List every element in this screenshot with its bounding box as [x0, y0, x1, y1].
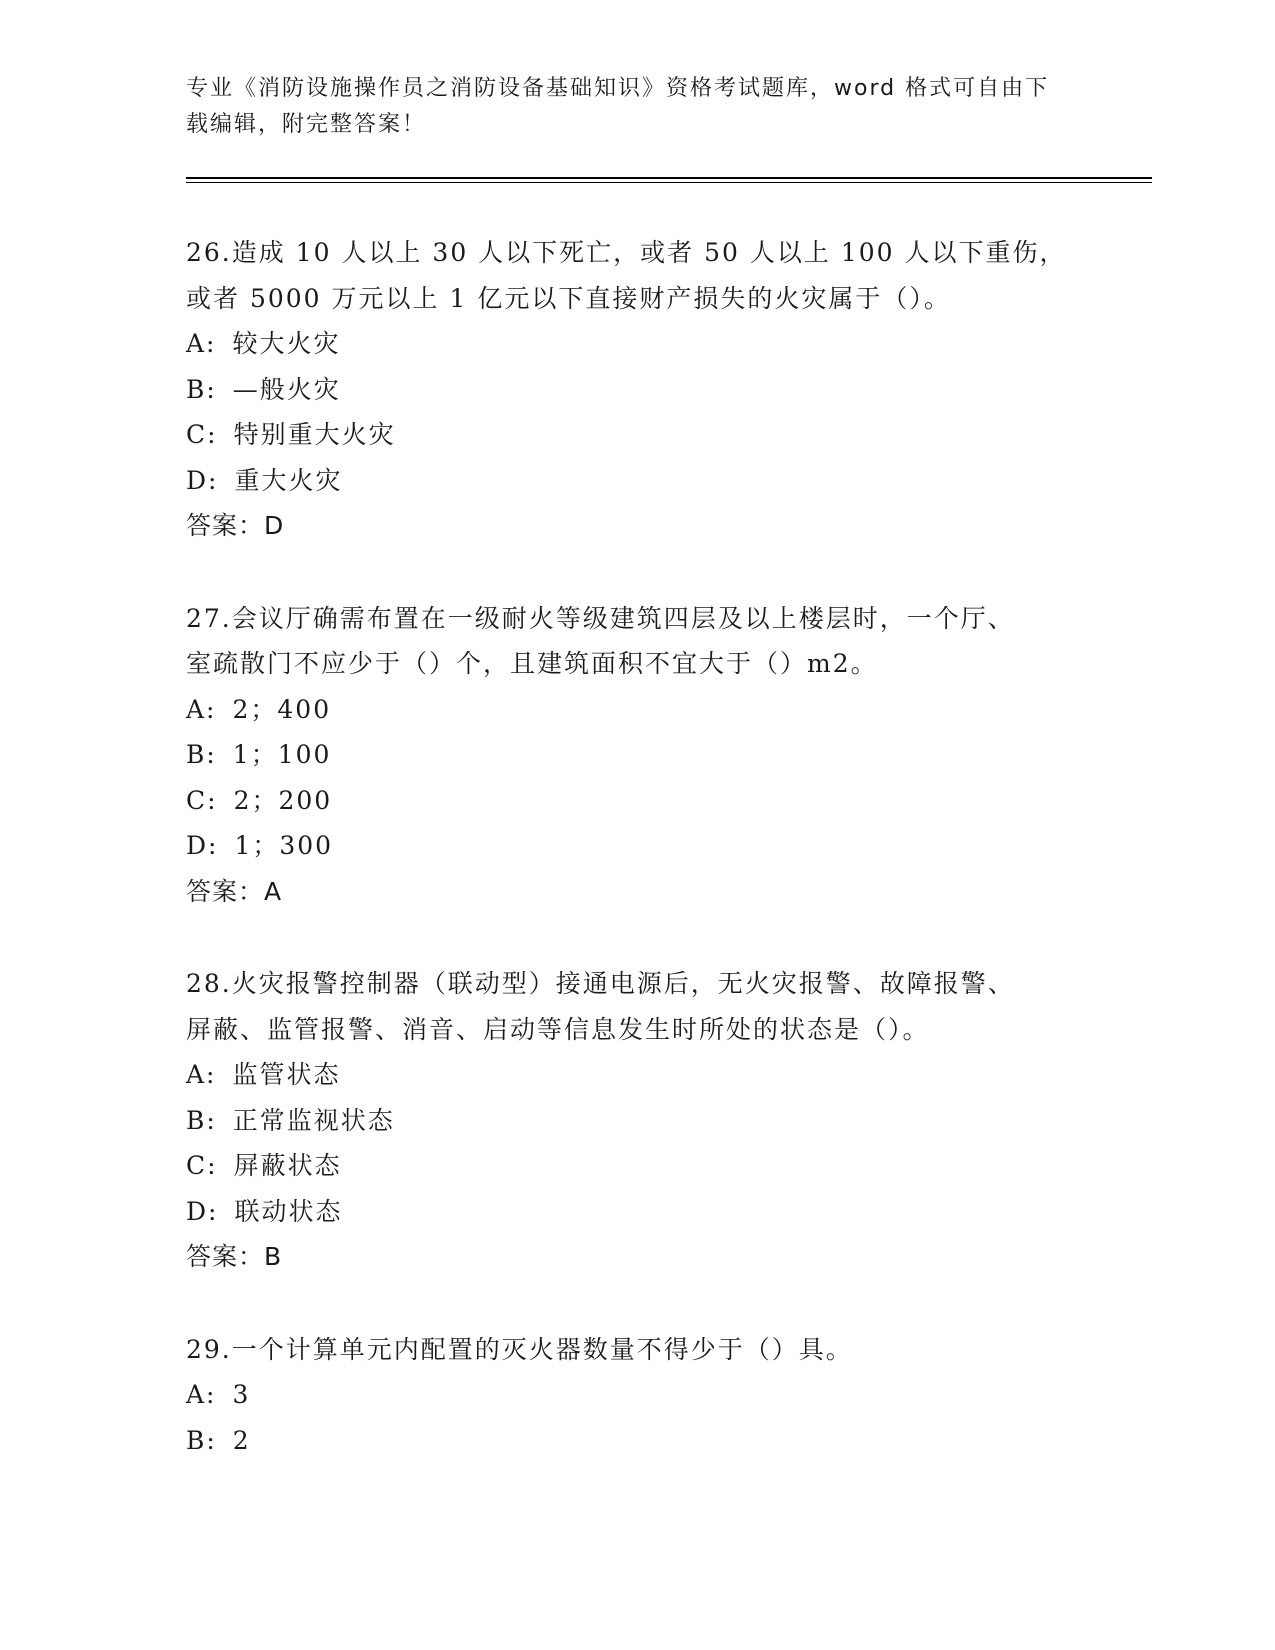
question-27: [186, 596, 1086, 915]
option-text: 1；100: [232, 740, 332, 769]
option-d: [186, 458, 1086, 504]
option-a: [186, 321, 1086, 367]
question-stem: 28.火灾报警控制器（联动型）接通电源后，无火灾报警、故障报警、: [186, 969, 1015, 998]
answer-label: 答案：A: [186, 876, 283, 906]
question-stem: 27.会议厅确需布置在一级耐火等级建筑四层及以上楼层时，一个厅、: [186, 603, 1015, 633]
option-c: [186, 412, 1086, 458]
option-a: [186, 1372, 1086, 1418]
option-text: 较大火灾: [232, 329, 341, 358]
option-text: 正常监视状态: [232, 1105, 395, 1135]
question-stem: 屏蔽、监管报警、消音、启动等信息发生时所处的状态是（）。: [186, 1014, 930, 1044]
question-26: [186, 230, 1086, 549]
option-letter: D:: [186, 1196, 219, 1226]
option-text: 特别重大火灾: [233, 420, 396, 449]
question-stem: 室疏散门不应少于（）个，且建筑面积不宜大于（）m2。: [186, 649, 878, 678]
option-text: 2；200: [233, 785, 333, 815]
option-b: [186, 367, 1086, 413]
document-header: [186, 71, 1066, 143]
option-text: 重大火灾: [234, 465, 343, 495]
option-c: [186, 1143, 1086, 1189]
option-letter: C:: [186, 1151, 218, 1180]
option-text: 联动状态: [234, 1196, 343, 1226]
question-stem: 26.造成 10 人以上 30 人以下死亡，或者 50 人以上 100 人以下重伤，: [186, 238, 1067, 267]
option-text: 1；300: [234, 831, 334, 860]
option-d: [186, 823, 1086, 869]
option-letter: A:: [186, 1060, 217, 1089]
header-line-2: 载编辑，附完整答案！: [186, 112, 427, 137]
option-text: 3: [232, 1380, 251, 1409]
option-a: [186, 687, 1086, 733]
option-letter: A:: [186, 694, 217, 724]
option-letter: B:: [186, 740, 217, 769]
option-c: [186, 778, 1086, 824]
option-letter: D:: [186, 465, 219, 495]
option-text: 2；400: [232, 694, 332, 724]
option-letter: C:: [186, 420, 218, 449]
option-letter: B:: [186, 1425, 217, 1455]
option-a: [186, 1052, 1086, 1098]
question-stem: 29.一个计算单元内配置的灭火器数量不得少于（）具。: [186, 1334, 853, 1364]
answer-label: 答案：D: [186, 511, 285, 540]
answer-label: 答案：B: [186, 1242, 283, 1271]
option-b: [186, 1098, 1086, 1144]
question-28: [186, 961, 1086, 1280]
option-text: 屏蔽状态: [233, 1151, 342, 1180]
question-29: [186, 1327, 1086, 1464]
option-b: [186, 1418, 1086, 1464]
option-letter: A:: [186, 1380, 217, 1409]
question-stem: 或者 5000 万元以上 1 亿元以下直接财产损失的火灾属于（）。: [186, 283, 951, 313]
question-list: [186, 230, 1086, 1463]
option-letter: A:: [186, 329, 217, 358]
option-text: 监管状态: [232, 1060, 341, 1089]
option-b: [186, 732, 1086, 778]
option-text: —般火灾: [232, 374, 341, 404]
option-letter: B:: [186, 1105, 217, 1135]
option-letter: D:: [186, 831, 219, 860]
option-letter: B:: [186, 374, 217, 404]
header-line-1: 专业《消防设施操作员之消防设备基础知识》资格考试题库，word 格式可自由下: [186, 76, 1050, 101]
option-text: 2: [232, 1425, 251, 1455]
option-letter: C:: [186, 785, 218, 815]
option-d: [186, 1189, 1086, 1235]
header-rule-thin: [186, 182, 1152, 183]
header-rule-thick: [186, 177, 1152, 179]
